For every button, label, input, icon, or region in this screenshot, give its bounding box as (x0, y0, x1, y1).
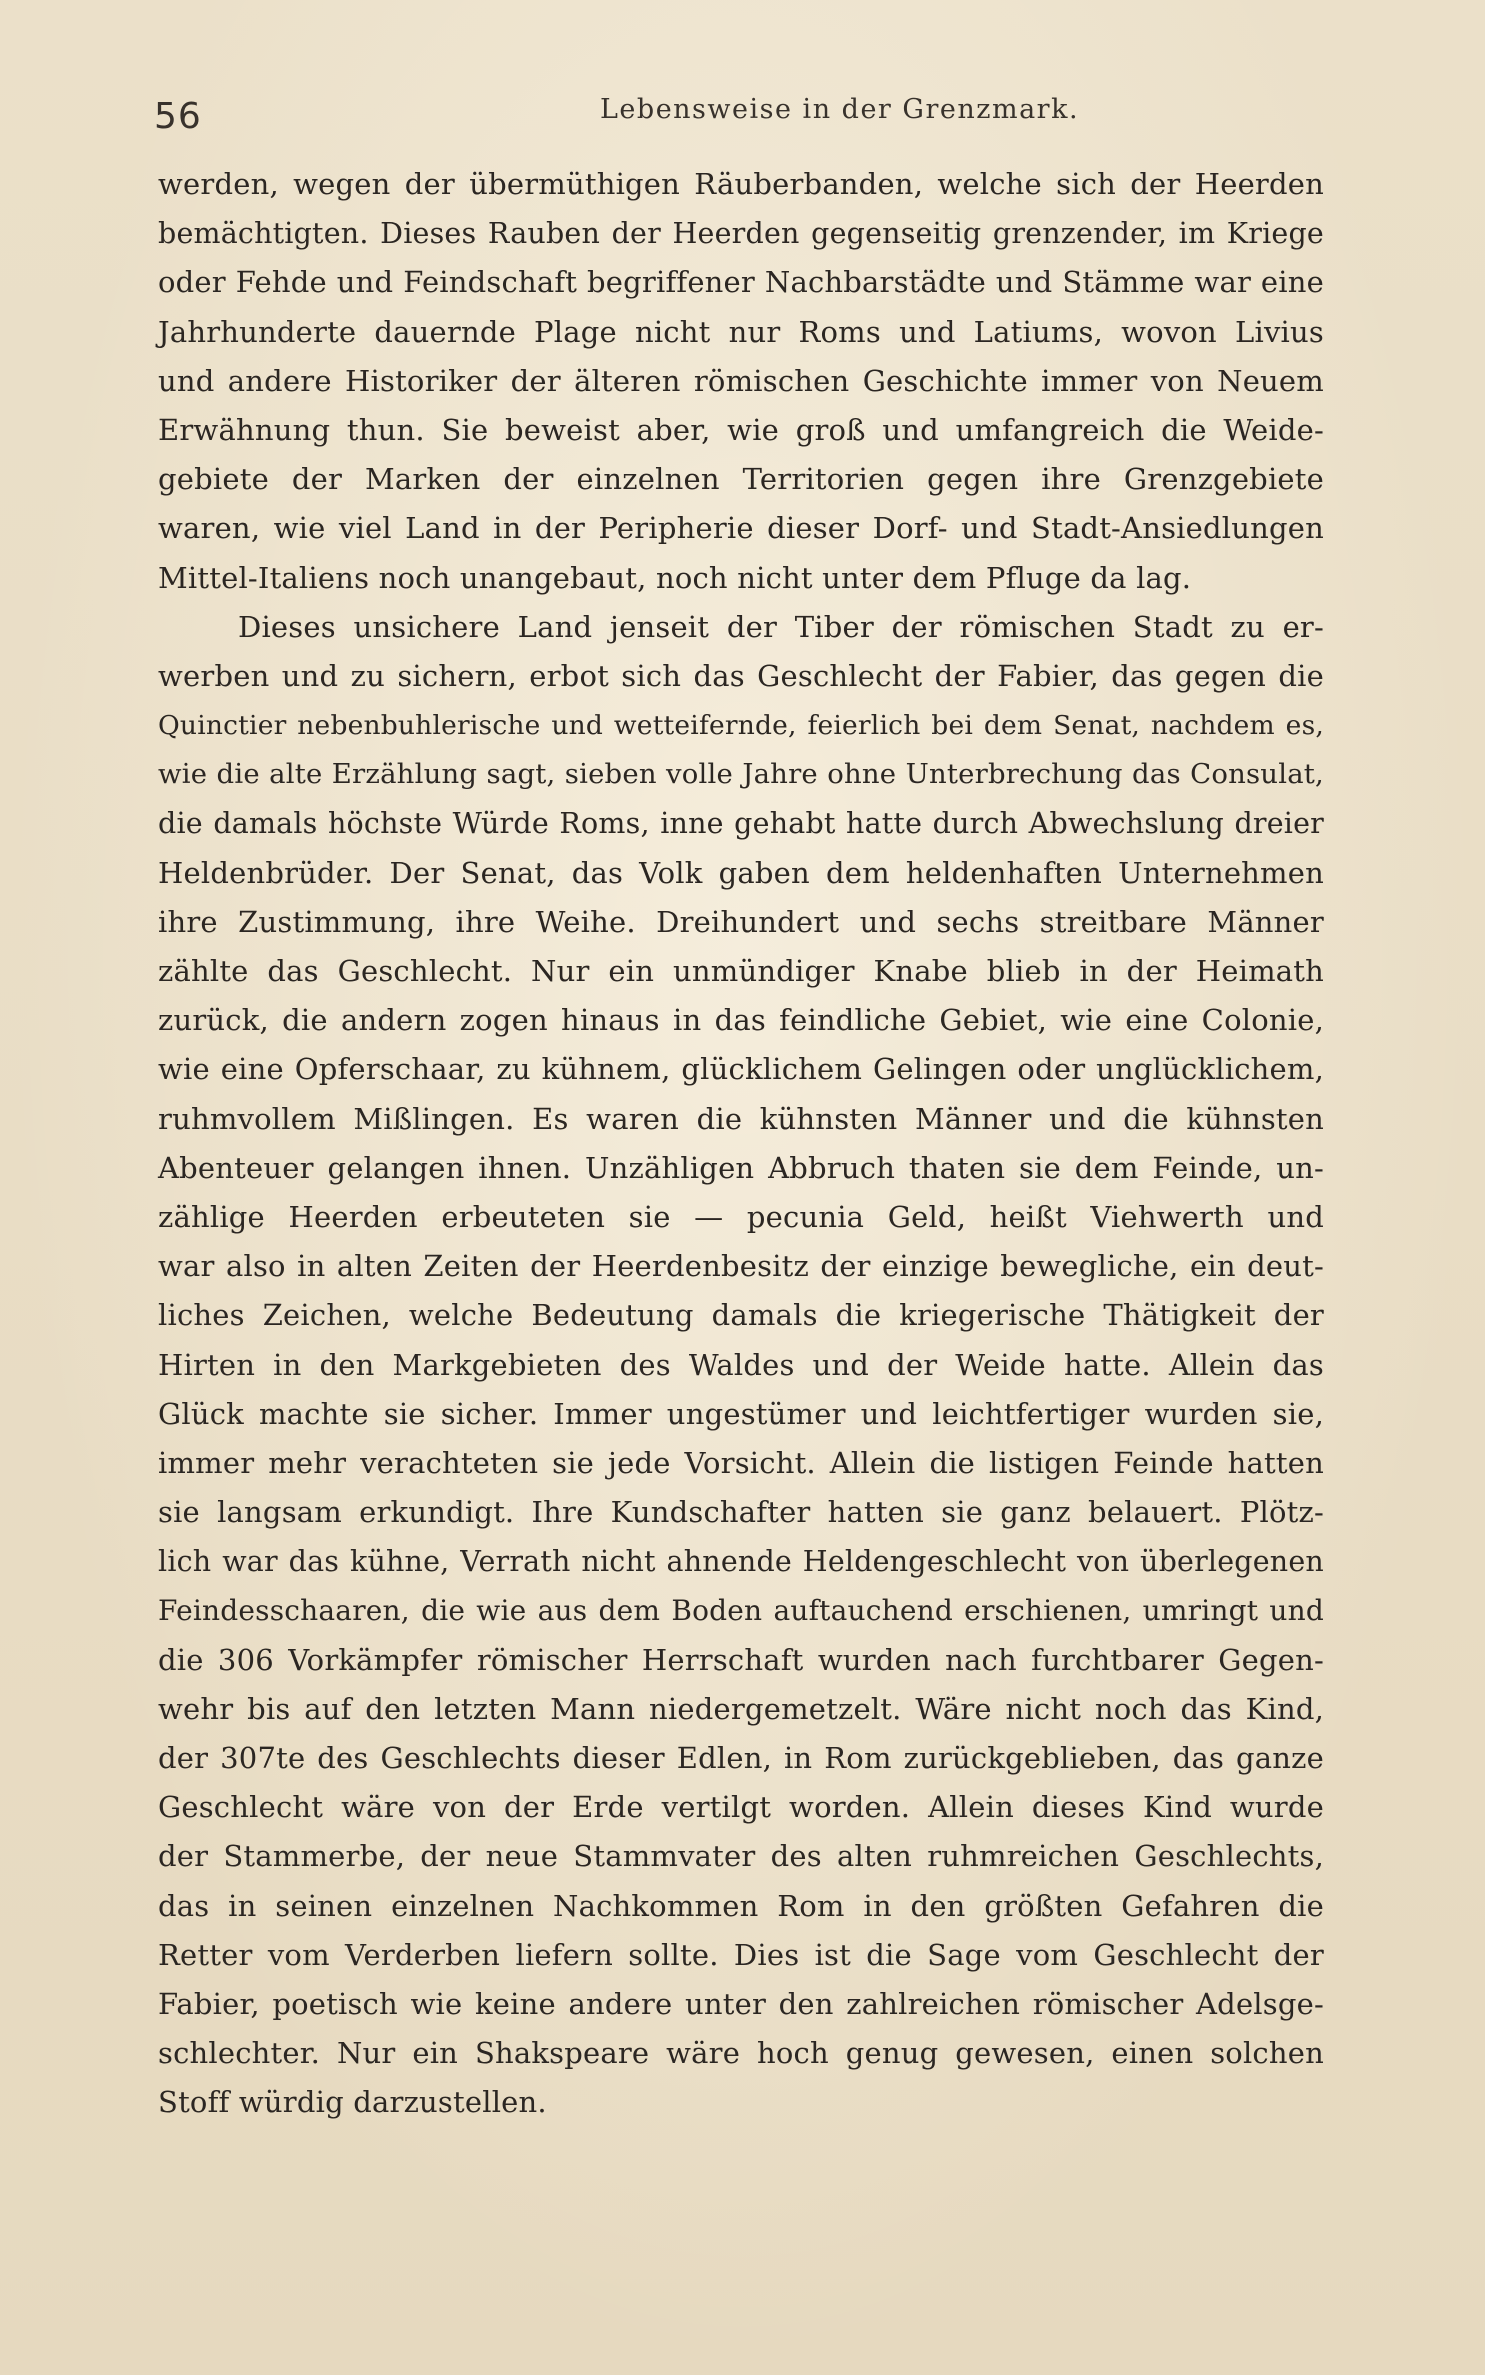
text-line: Stoff würdig darzustellen. (158, 2085, 547, 2120)
text-line: der 307te des Geschlechts dieser Edlen, in Rom zurückgeblieben, das ganze (158, 1741, 1324, 1775)
text-line: die damals höchste Würde Roms, inne gehabt hatte durch Abwechslung dreier (158, 807, 1324, 841)
text-line: Glück machte sie sicher. Immer ungestümer und leichtfertiger wurden sie, (158, 1396, 1324, 1431)
page-number: 56 (154, 96, 202, 137)
text-line: Abenteuer gelangen ihnen. Unzähligen Abbruch thaten sie dem Feinde, un- (158, 1150, 1324, 1185)
text-line: war also in alten Zeiten der Heerdenbesitz der einzige bewegliche, ein deut- (158, 1249, 1324, 1284)
text-line: zählte das Geschlecht. Nur ein unmündiger Knabe blieb in der Heimath (158, 954, 1324, 988)
text-line: immer mehr verachteten sie jede Vorsicht. Allein die listigen Feinde hatten (158, 1445, 1324, 1480)
text-line: wehr bis auf den letzten Mann niedergemetzelt. Wäre nicht noch das Kind, (158, 1691, 1324, 1726)
text-line: ruhmvollem Mißlingen. Es waren die kühnsten Männer und die kühnsten (158, 1101, 1324, 1136)
text-line: Quinctier nebenbuhlerische und wetteifernde, feierlich bei dem Senat, nachdem es, (158, 710, 1324, 742)
text-line: wie die alte Erzählung sagt, sieben volle Jahre ohne Unterbrechung das Consulat, (158, 758, 1324, 791)
text-line: werben und zu sichern, erbot sich das Geschlecht der Fabier, das gegen die (158, 658, 1324, 693)
text-line: lich war das kühne, Verrath nicht ahnende Heldengeschlecht von überlegenen (158, 1545, 1324, 1579)
text-line: Jahrhunderte dauernde Plage nicht nur Roms und Latiums, wovon Livius (158, 314, 1324, 349)
text-line: die 306 Vorkämpfer römischer Herrschaft wurden nach furchtbarer Gegen- (158, 1642, 1324, 1677)
body-text (158, 160, 1324, 2128)
text-line: liches Zeichen, welche Bedeutung damals die kriegerische Thätigkeit der (158, 1298, 1324, 1333)
text-line: Mittel-Italiens noch unangebaut, noch nicht unter dem Pfluge da lag. (158, 560, 1192, 595)
page-header (150, 88, 1320, 148)
text-line: schlechter. Nur ein Shakspeare wäre hoch genug gewesen, einen solchen (158, 2036, 1324, 2071)
text-line: Heldenbrüder. Der Senat, das Volk gaben dem heldenhaften Unternehmen (158, 855, 1324, 890)
text-line: bemächtigten. Dieses Rauben der Heerden gegenseitig grenzender, im Kriege (158, 217, 1324, 251)
text-line: wie eine Opferschaar, zu kühnem, glücklichem Gelingen oder unglücklichem, (158, 1052, 1324, 1087)
text-line: und andere Historiker der älteren römischen Geschichte immer von Neuem (158, 363, 1324, 398)
text-line: waren, wie viel Land in der Peripherie dieser Dorf- und Stadt-Ansiedlungen (158, 511, 1324, 546)
text-line: zurück, die andern zogen hinaus in das feindliche Gebiet, wie eine Colonie, (158, 1003, 1324, 1038)
text-line: Erwähnung thun. Sie beweist aber, wie groß und umfangreich die Weide- (158, 412, 1324, 447)
text-line: Fabier, poetisch wie keine andere unter den zahlreichen römischer Adelsge- (158, 1986, 1324, 2021)
text-line: werden, wegen der übermüthigen Räuberbanden, welche sich der Heerden (158, 167, 1324, 201)
text-line: Retter vom Verderben liefern sollte. Dies ist die Sage vom Geschlecht der (158, 1937, 1324, 1972)
text-line: Hirten in den Markgebieten des Waldes und der Weide hatte. Allein das (158, 1347, 1324, 1382)
text-line: sie langsam erkundigt. Ihre Kundschafter hatten sie ganz belauert. Plötz- (158, 1495, 1324, 1530)
text-line: Feindesschaaren, die wie aus dem Boden auftauchend erschienen, umringt und (158, 1594, 1324, 1628)
text-line: das in seinen einzelnen Nachkommen Rom in den größten Gefahren die (158, 1888, 1324, 1923)
paragraph-start: Dieses unsichere Land jenseit der Tiber der römischen Stadt zu er- (238, 609, 1324, 644)
running-head: Lebensweise in der Grenzmark. (600, 94, 1080, 125)
text-line: gebiete der Marken der einzelnen Territorien gegen ihre Grenzgebiete (158, 462, 1324, 497)
text-line: oder Fehde und Feindschaft begriffener Nachbarstädte und Stämme war eine (158, 265, 1324, 300)
text-line: Geschlecht wäre von der Erde vertilgt worden. Allein dieses Kind wurde (158, 1790, 1324, 1825)
text-line: der Stammerbe, der neue Stammvater des alten ruhmreichen Geschlechts, (158, 1839, 1324, 1874)
text-line: ihre Zustimmung, ihre Weihe. Dreihundert und sechs streitbare Männer (158, 904, 1324, 939)
text-line: zählige Heerden erbeuteten sie — pecunia Geld, heißt Viehwerth und (158, 1199, 1324, 1234)
